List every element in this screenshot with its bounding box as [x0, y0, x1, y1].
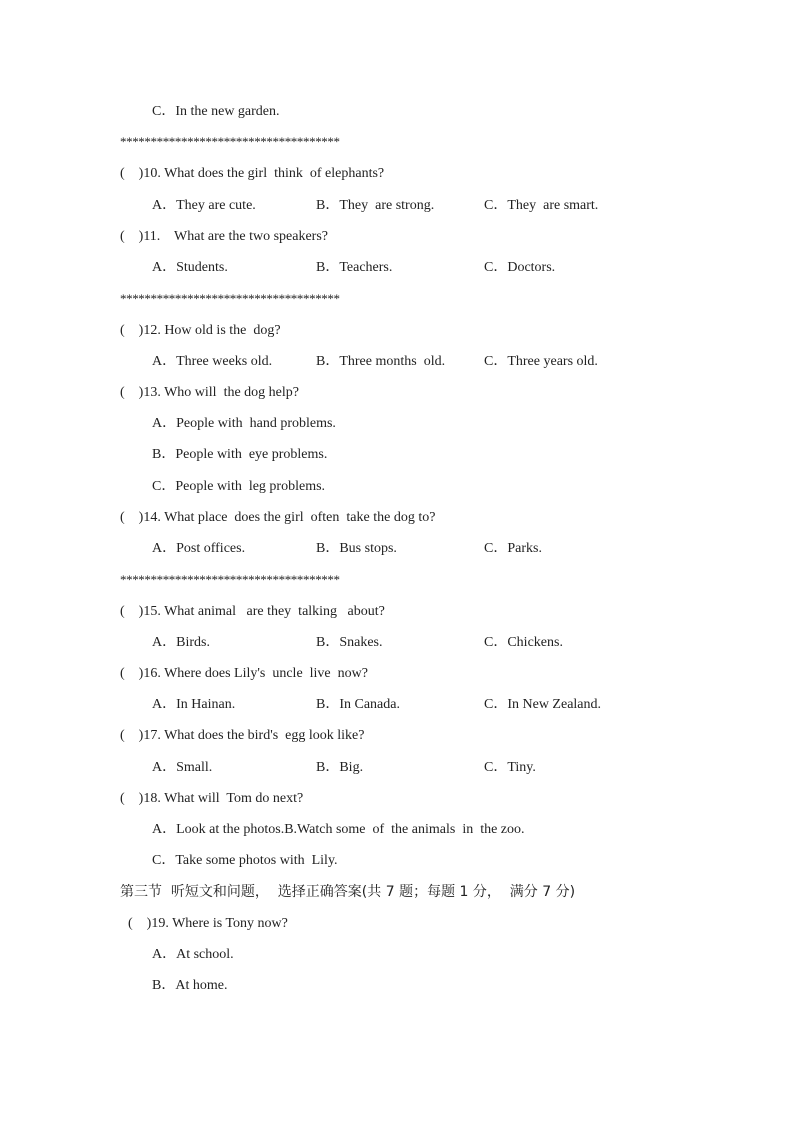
question-18: ( )18. What will Tom do next? [120, 791, 304, 806]
option-a: A．Three weeks old. [152, 354, 273, 369]
option-b: B．Big. [316, 760, 364, 775]
option-a: A．People with hand problems. [152, 416, 336, 431]
option-b: B．At home. [152, 978, 228, 993]
option-c: C．Tiny. [484, 760, 536, 775]
option-b: B．People with eye problems. [152, 447, 328, 462]
question-19: ( )19. Where is Tony now? [128, 916, 288, 931]
option-c: C．Parks. [484, 541, 542, 556]
separator: ************************************ [120, 291, 340, 306]
option-b: B．Bus stops. [316, 541, 397, 556]
option-a-b: A．Look at the photos.B.Watch some of the animals in the zoo. [152, 822, 525, 837]
option-c-q9: C．In the new garden. [152, 104, 280, 119]
question-15: ( )15. What animal are they talking about? [120, 604, 385, 619]
option-a: A．Birds. [152, 635, 210, 650]
separator: ************************************ [120, 134, 340, 149]
option-c: C．Doctors. [484, 260, 556, 275]
option-b: B．In Canada. [316, 697, 400, 712]
option-c: C．They are smart. [484, 198, 599, 213]
question-12: ( )12. How old is the dog? [120, 323, 281, 338]
question-17: ( )17. What does the bird's egg look like? [120, 728, 365, 743]
question-14: ( )14. What place does the girl often take the dog to? [120, 510, 436, 525]
option-a: A．They are cute. [152, 198, 256, 213]
question-13: ( )13. Who will the dog help? [120, 385, 299, 400]
option-a: A．Students. [152, 260, 228, 275]
option-b: B．Three months old. [316, 354, 446, 369]
option-b: B．Teachers. [316, 260, 393, 275]
question-16: ( )16. Where does Lily's uncle live now? [120, 666, 368, 681]
separator: ************************************ [120, 572, 340, 587]
option-c: C．Three years old. [484, 354, 598, 369]
option-b: B．Snakes. [316, 635, 383, 650]
question-10: ( )10. What does the girl think of elephants? [120, 166, 385, 181]
option-a: A．In Hainan. [152, 697, 236, 712]
option-c: C．People with leg problems. [152, 479, 326, 494]
option-a: A．Small. [152, 760, 213, 775]
option-a: A．Post offices. [152, 541, 246, 556]
section-heading: 第三节 听短文和问题， 选择正确答案(共 7 题；每题 1 分， 满分 7 分) [120, 884, 576, 900]
option-c: C．Take some photos with Lily. [152, 853, 338, 868]
option-b: B．They are strong. [316, 198, 435, 213]
option-a: A．At school. [152, 947, 234, 962]
option-c: C．Chickens. [484, 635, 563, 650]
question-11: ( )11. What are the two speakers? [120, 229, 328, 244]
option-c: C．In New Zealand. [484, 697, 602, 712]
